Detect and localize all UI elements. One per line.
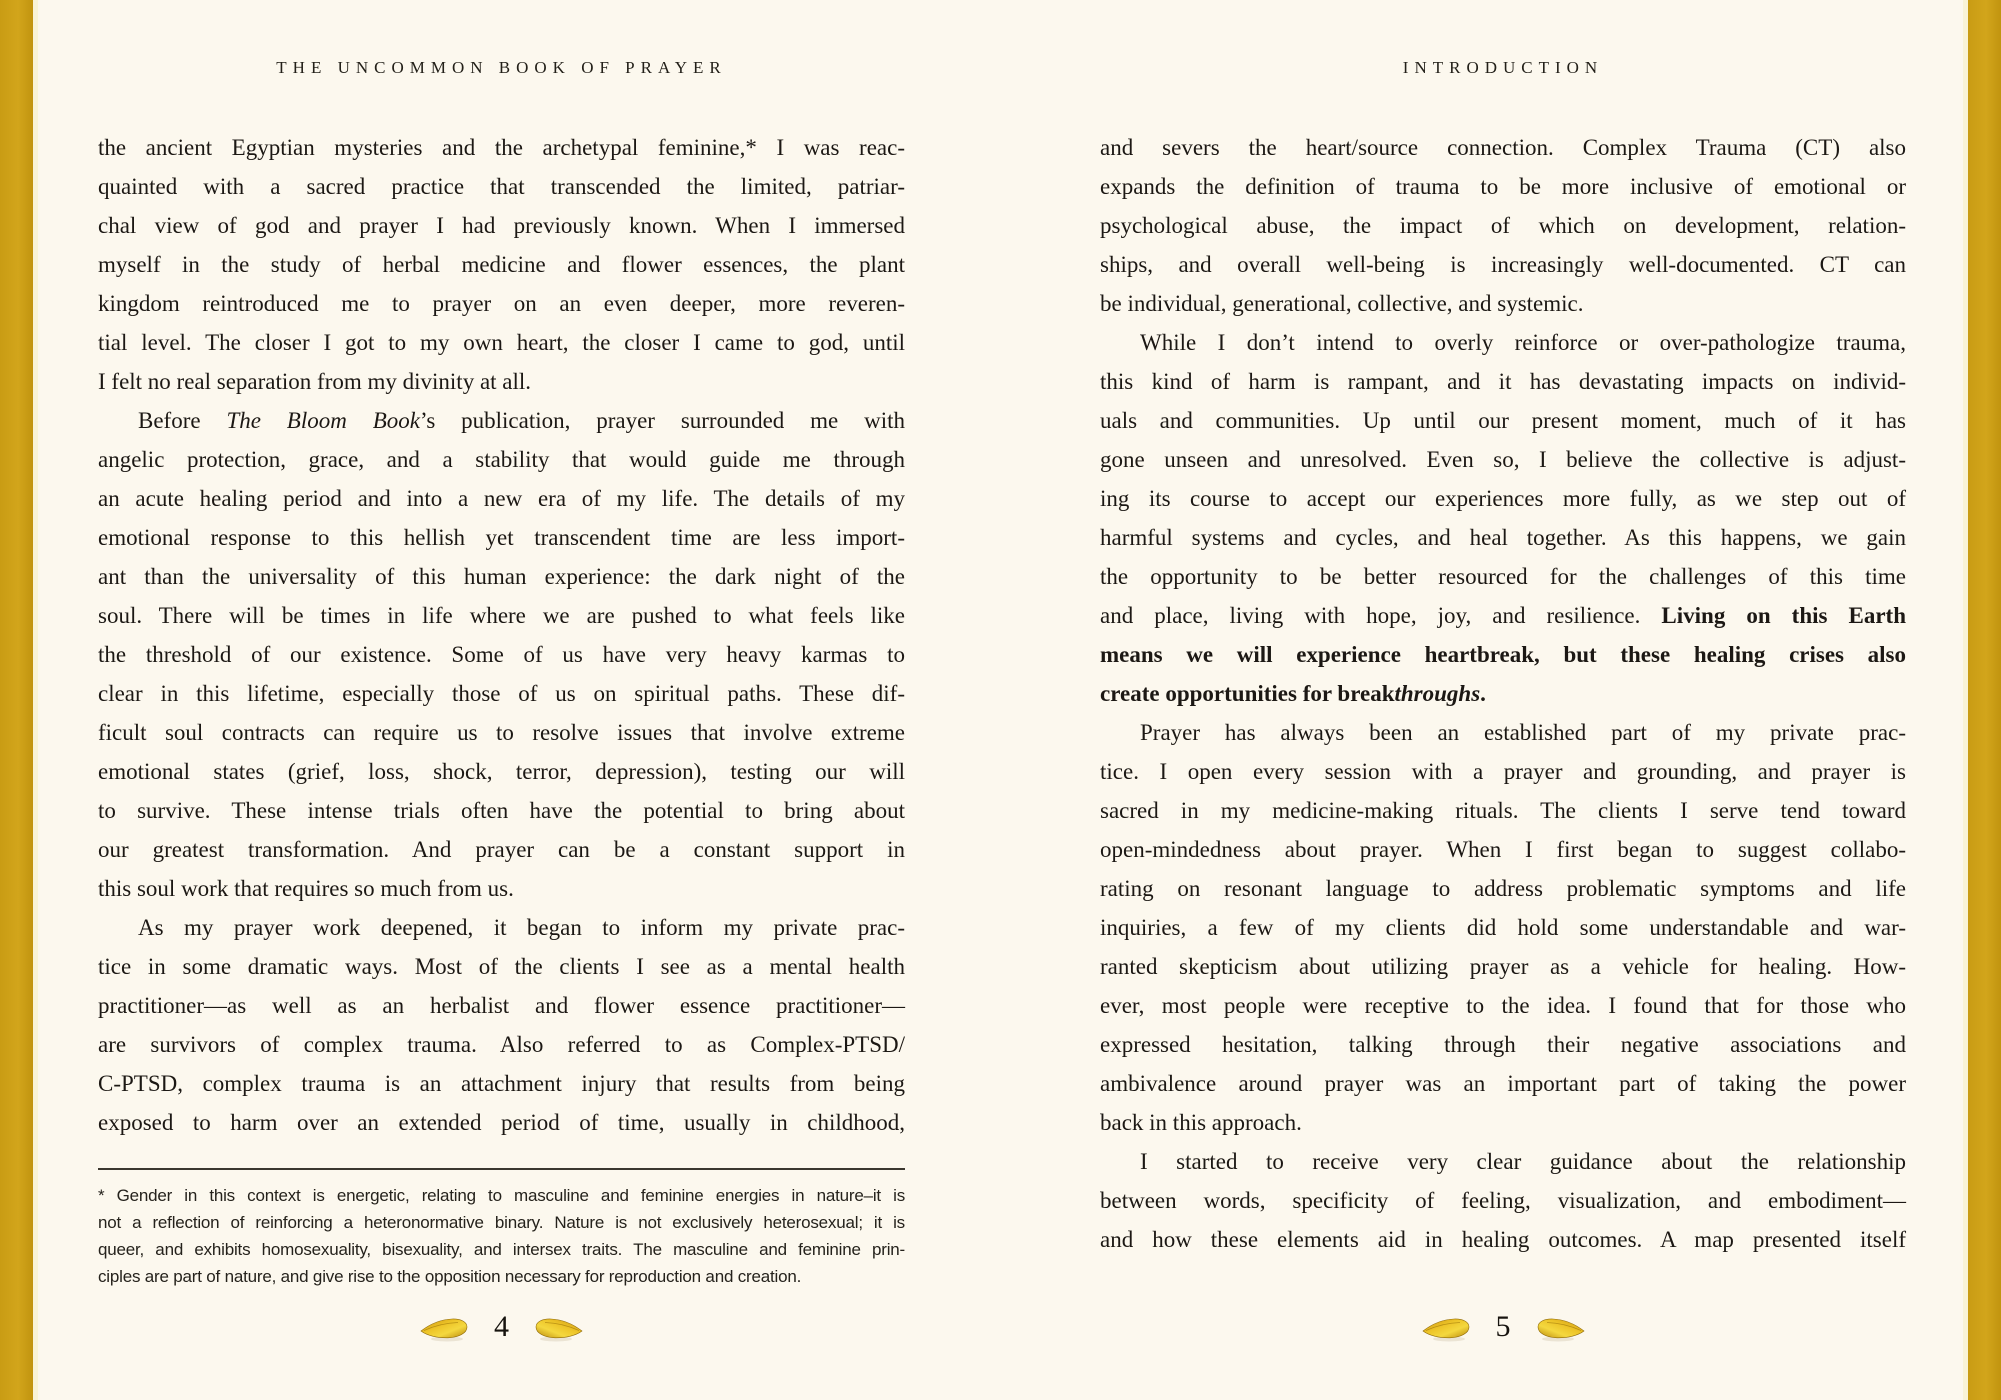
text-segment: uals and communities. Up until our present moment, much of it has: [1100, 408, 1906, 433]
text-line: [98, 1182, 905, 1209]
text-line: [98, 752, 905, 791]
text-segment: psychological abuse, the impact of which on development, relation-: [1100, 213, 1906, 238]
text-segment: our greatest transformation. And prayer can be a constant support in: [98, 837, 905, 862]
text-line: [98, 1209, 905, 1236]
left-page: [98, 0, 905, 1400]
text-line: [98, 635, 905, 674]
text-segment: ant than the universality of this human experience: the dark night of the: [98, 564, 905, 589]
text-segment: ciples are part of nature, and give rise to the opposition necessary for reproduction and creation.: [98, 1267, 802, 1286]
text-line: [98, 986, 905, 1025]
page-number-row-right: [1100, 1312, 1906, 1346]
text-line: [98, 206, 905, 245]
text-line: [1100, 908, 1906, 947]
text-segment: I felt no real separation from my divinity at all.: [98, 369, 532, 394]
right-page-body: [1100, 128, 1906, 1259]
text-line: [98, 245, 905, 284]
text-segment: chal view of god and prayer I had previously known. When I immersed: [98, 213, 905, 238]
text-line: [98, 908, 905, 947]
text-segment: not a reflection of reinforcing a heteronormative binary. Nature is not exclusively heterosexual; it is: [98, 1213, 905, 1232]
text-segment: rating on resonant language to address problematic symptoms and life: [1100, 876, 1906, 901]
text-line: [1100, 674, 1906, 713]
paragraph: [1100, 1142, 1906, 1259]
text-segment: harmful systems and cycles, and heal together. As this happens, we gain: [1100, 525, 1906, 550]
text-segment: angelic protection, grace, and a stability that would guide me through: [98, 447, 905, 472]
text-segment: ambivalence around prayer was an important part of taking the power: [1100, 1071, 1906, 1096]
text-segment: means we will experience heartbreak, but these healing crises also: [1100, 642, 1906, 667]
text-segment: an acute healing period and into a new era of my life. The details of my: [98, 486, 905, 511]
text-line: [1100, 1220, 1906, 1259]
text-segment: the threshold of our existence. Some of us have very heavy karmas to: [98, 642, 905, 667]
text-line: [1100, 752, 1906, 791]
page-number-row-left: [98, 1312, 905, 1346]
text-line: [98, 869, 905, 908]
text-segment: throughs: [1394, 681, 1481, 706]
text-line: [1100, 713, 1906, 752]
text-segment: tial level. The closer I got to my own heart, the closer I came to god, until: [98, 330, 905, 355]
gold-edge-highlight-right: [1963, 0, 1968, 1400]
text-segment: expands the definition of trauma to be more inclusive of emotional or: [1100, 174, 1906, 199]
text-line: [98, 674, 905, 713]
text-segment: tice. I open every session with a prayer and grounding, and prayer is: [1100, 759, 1906, 784]
text-segment: to survive. These intense trials often have the potential to bring about: [98, 798, 905, 823]
text-segment: inquiries, a few of my clients did hold some understandable and war-: [1100, 915, 1906, 940]
text-segment: and how these elements aid in healing outcomes. A map presented itself: [1100, 1227, 1906, 1252]
text-line: [98, 284, 905, 323]
gold-edge-highlight-left: [33, 0, 38, 1400]
text-line: [98, 401, 905, 440]
text-line: [98, 596, 905, 635]
text-line: [98, 557, 905, 596]
text-segment: the ancient Egyptian mysteries and the archetypal feminine,* I was reac-: [98, 135, 905, 160]
text-line: [1100, 1142, 1906, 1181]
leaf-ornament-icon: [1535, 1316, 1585, 1342]
text-line: [1100, 635, 1906, 674]
text-line: [1100, 518, 1906, 557]
text-line: [1100, 479, 1906, 518]
text-segment: emotional response to this hellish yet transcendent time are less import-: [98, 525, 905, 550]
text-segment: be individual, generational, collective, and systemic.: [1100, 291, 1584, 316]
text-line: [1100, 830, 1906, 869]
paragraph: [98, 908, 905, 1142]
text-segment: between words, specificity of feeling, visualization, and embodiment—: [1100, 1188, 1906, 1213]
text-segment: sacred in my medicine-making rituals. The clients I serve tend toward: [1100, 798, 1906, 823]
text-segment: create opportunities for break: [1100, 681, 1395, 706]
text-segment: clear in this lifetime, especially those of us on spiritual paths. These dif-: [98, 681, 905, 706]
text-segment: ficult soul contracts can require us to resolve issues that involve extreme: [98, 720, 905, 745]
text-segment: and severs the heart/source connection. Complex Trauma (CT) also: [1100, 135, 1906, 160]
text-line: [1100, 1103, 1906, 1142]
paragraph: [98, 1182, 905, 1290]
text-segment: .: [1480, 681, 1486, 706]
paragraph: [1100, 323, 1906, 713]
paragraph: [98, 128, 905, 401]
text-line: [1100, 596, 1906, 635]
text-line: [98, 830, 905, 869]
text-segment: I started to receive very clear guidance about the relationship: [1140, 1149, 1906, 1174]
text-line: [1100, 206, 1906, 245]
text-segment: kingdom reintroduced me to prayer on an even deeper, more reveren-: [98, 291, 905, 316]
text-segment: the opportunity to be better resourced for the challenges of this time: [1100, 564, 1906, 589]
text-segment: tice in some dramatic ways. Most of the clients I see as a mental health: [98, 954, 905, 979]
text-line: [98, 1064, 905, 1103]
text-line: [98, 440, 905, 479]
text-segment: myself in the study of herbal medicine and flower essences, the plant: [98, 252, 905, 277]
text-line: [1100, 1064, 1906, 1103]
text-line: [1100, 986, 1906, 1025]
text-segment: soul. There will be times in life where we are pushed to what feels like: [98, 603, 905, 628]
gold-edge-bar-left: [0, 0, 33, 1400]
leaf-ornament-icon: [533, 1316, 583, 1342]
text-line: [98, 713, 905, 752]
text-segment: ranted skepticism about utilizing prayer as a vehicle for healing. How-: [1100, 954, 1906, 979]
text-line: [98, 167, 905, 206]
text-line: [1100, 440, 1906, 479]
text-line: [1100, 557, 1906, 596]
text-line: [98, 479, 905, 518]
text-line: [1100, 1181, 1906, 1220]
text-line: [98, 947, 905, 986]
text-line: [1100, 869, 1906, 908]
text-line: [1100, 167, 1906, 206]
footnote-text: [98, 1182, 905, 1290]
text-segment: C-PTSD, complex trauma is an attachment injury that results from being: [98, 1071, 905, 1096]
text-segment: exposed to harm over an extended period of time, usually in childhood,: [98, 1110, 905, 1135]
paragraph: [1100, 128, 1906, 323]
text-line: [1100, 401, 1906, 440]
text-segment: Prayer has always been an established part of my private prac-: [1140, 720, 1906, 745]
text-segment: back in this approach.: [1100, 1110, 1302, 1135]
text-line: [1100, 323, 1906, 362]
text-line: [98, 362, 905, 401]
text-line: [98, 1025, 905, 1064]
page-number: 5: [1495, 1310, 1511, 1343]
text-line: [98, 128, 905, 167]
text-segment: As my prayer work deepened, it began to inform my private prac-: [138, 915, 905, 940]
footnote-block: [98, 1168, 905, 1290]
text-segment: this soul work that requires so much from us.: [98, 876, 514, 901]
text-line: [98, 518, 905, 557]
left-page-body: [98, 128, 905, 1142]
text-segment: The Bloom Book: [226, 408, 420, 433]
paragraph: [98, 401, 905, 908]
text-segment: are survivors of complex trauma. Also referred to as Complex-PTSD/: [98, 1032, 905, 1057]
text-segment: practitioner—as well as an herbalist and flower essence practitioner—: [98, 993, 905, 1018]
leaf-ornament-icon: [1422, 1316, 1472, 1342]
text-line: [1100, 947, 1906, 986]
text-line: [1100, 284, 1906, 323]
text-segment: ’s publication, prayer surrounded me with: [419, 408, 905, 433]
text-segment: Living on this Earth: [1661, 603, 1906, 628]
page-number: 4: [494, 1310, 509, 1343]
text-line: [98, 1236, 905, 1263]
footnote-divider: [98, 1168, 905, 1170]
running-header-left: THE UNCOMMON BOOK OF PRAYER: [276, 58, 727, 77]
text-segment: queer, and exhibits homosexuality, bisexuality, and intersex traits. The masculine and feminine prin-: [98, 1240, 905, 1259]
text-segment: expressed hesitation, talking through their negative associations and: [1100, 1032, 1906, 1057]
text-segment: While I don’t intend to overly reinforce or over-pathologize trauma,: [1140, 330, 1906, 355]
text-line: [1100, 128, 1906, 167]
right-page: [1100, 0, 1906, 1400]
text-segment: ships, and overall well-being is increasingly well-documented. CT can: [1100, 252, 1906, 277]
text-line: [98, 323, 905, 362]
text-segment: gone unseen and unresolved. Even so, I believe the collective is adjust-: [1100, 447, 1906, 472]
text-line: [1100, 362, 1906, 401]
gold-edge-bar-right: [1968, 0, 2001, 1400]
text-segment: quainted with a sacred practice that transcended the limited, patriar-: [98, 174, 905, 199]
text-segment: * Gender in this context is energetic, relating to masculine and feminine energies in nature–it is: [98, 1186, 905, 1205]
text-segment: this kind of harm is rampant, and it has devastating impacts on individ-: [1100, 369, 1906, 394]
text-line: [98, 1103, 905, 1142]
text-segment: Before: [138, 408, 227, 433]
text-line: [98, 1263, 905, 1290]
text-segment: and place, living with hope, joy, and resilience.: [1100, 603, 1662, 628]
text-line: [1100, 245, 1906, 284]
text-segment: emotional states (grief, loss, shock, terror, depression), testing our will: [98, 759, 905, 784]
text-segment: ever, most people were receptive to the idea. I found that for those who: [1100, 993, 1906, 1018]
text-line: [1100, 791, 1906, 830]
paragraph: [1100, 713, 1906, 1142]
text-line: [98, 791, 905, 830]
text-segment: ing its course to accept our experiences more fully, as we step out of: [1100, 486, 1906, 511]
leaf-ornament-icon: [420, 1316, 470, 1342]
text-line: [1100, 1025, 1906, 1064]
running-header-right: INTRODUCTION: [1402, 58, 1604, 77]
text-segment: open-mindedness about prayer. When I first began to suggest collabo-: [1100, 837, 1906, 862]
